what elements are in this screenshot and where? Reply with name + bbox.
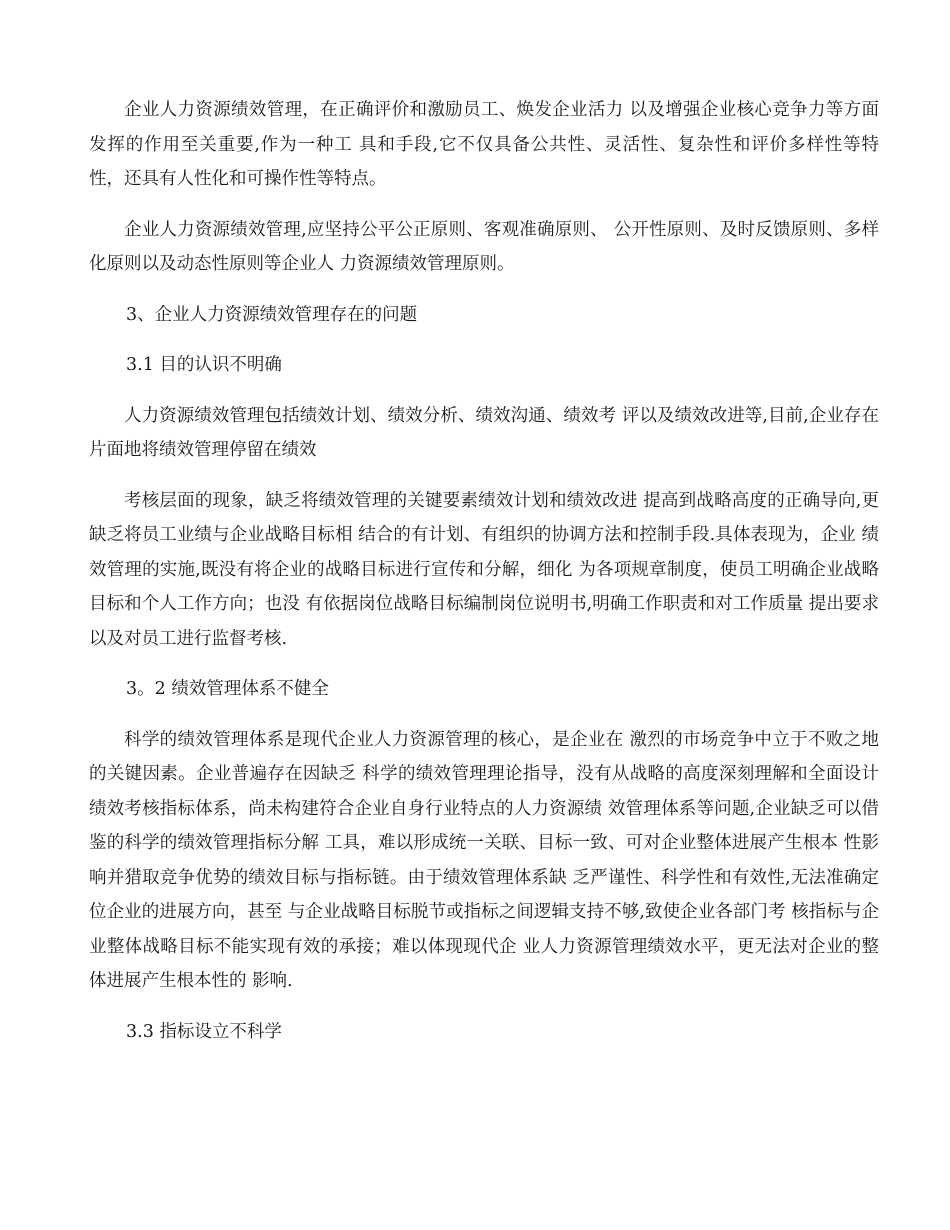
paragraph-management-system: 科学的绩效管理体系是现代企业人力资源管理的核心，是企业在 激烈的市场竞争中立于不败之地的关键因素。企业普遍存在因缺乏 科学的绩效管理理论指导，没有从战略的高度深刻理解和全面设计 绩效考核指标体系，尚未构建符合企业自身行业特点的人力资源绩 效管理体系等问题,企业缺乏可以借鉴的科学的绩效管理指标分解 工具，难以形成统一关联、目标一致、可对企业整体进展产生根本 性影响并猎取竞争优势的绩效目标与指标链。由于绩效管理体系缺 乏严谨性、科学性和有效性,无法准确定位企业的进展方向，甚至 与企业战略目标脱节或指标之间逻辑支持不够,致使企业各部门考 核指标与企业整体战略目标不能实现有效的承接；难以体现现代企 业人力资源管理绩效水平，更无法对企业的整体进展产生根本性的 影响. [89,729,879,991]
paragraph-assessment-level: 考核层面的现象，缺乏将绩效管理的关键要素绩效计划和绩效改进 提高到战略高度的正确导向,更缺乏将员工业绩与企业战略目标相 结合的有计划、有组织的协调方法和控制手段.具体表现为，企业 绩效管理的实施,既没有将企业的战略目标进行宣传和分解，细化 为各项规章制度，使员工明确企业战略目标和个人工作方向；也没 有依据岗位战略目标编制岗位说明书,明确工作职责和对工作质量 提出要求以及对员工进行监督考核. [89,490,879,649]
subsection-heading-3-2: 3。2 绩效管理体系不健全 [126,679,329,699]
section-heading-3: 3、企业人力资源绩效管理存在的问题 [126,304,418,325]
subsection-heading-3-1: 3.1 目的认识不明确 [126,355,282,375]
paragraph-performance-importance: 企业人力资源绩效管理，在正确评价和激励员工、焕发企业活力 以及增强企业核心竞争力等方面发挥的作用至关重要,作为一种工 具和手段,它不仅具备公共性、灵活性、复杂性和评价多样性等特 性，还具有人性化和可操作性等特点。 [89,100,879,189]
paragraph-performance-principles: 企业人力资源绩效管理,应坚持公平公正原则、客观准确原则、 公开性原则、及时反馈原则、多样化原则以及动态性原则等企业人 力资源绩效管理原则。 [89,219,879,274]
paragraph-performance-scope: 人力资源绩效管理包括绩效计划、绩效分析、绩效沟通、绩效考 评以及绩效改进等,目前,企业存在片面地将绩效管理停留在绩效 [89,405,879,460]
document-page [89,93,879,1065]
subsection-heading-3-3: 3.3 指标设立不科学 [126,1021,282,1042]
